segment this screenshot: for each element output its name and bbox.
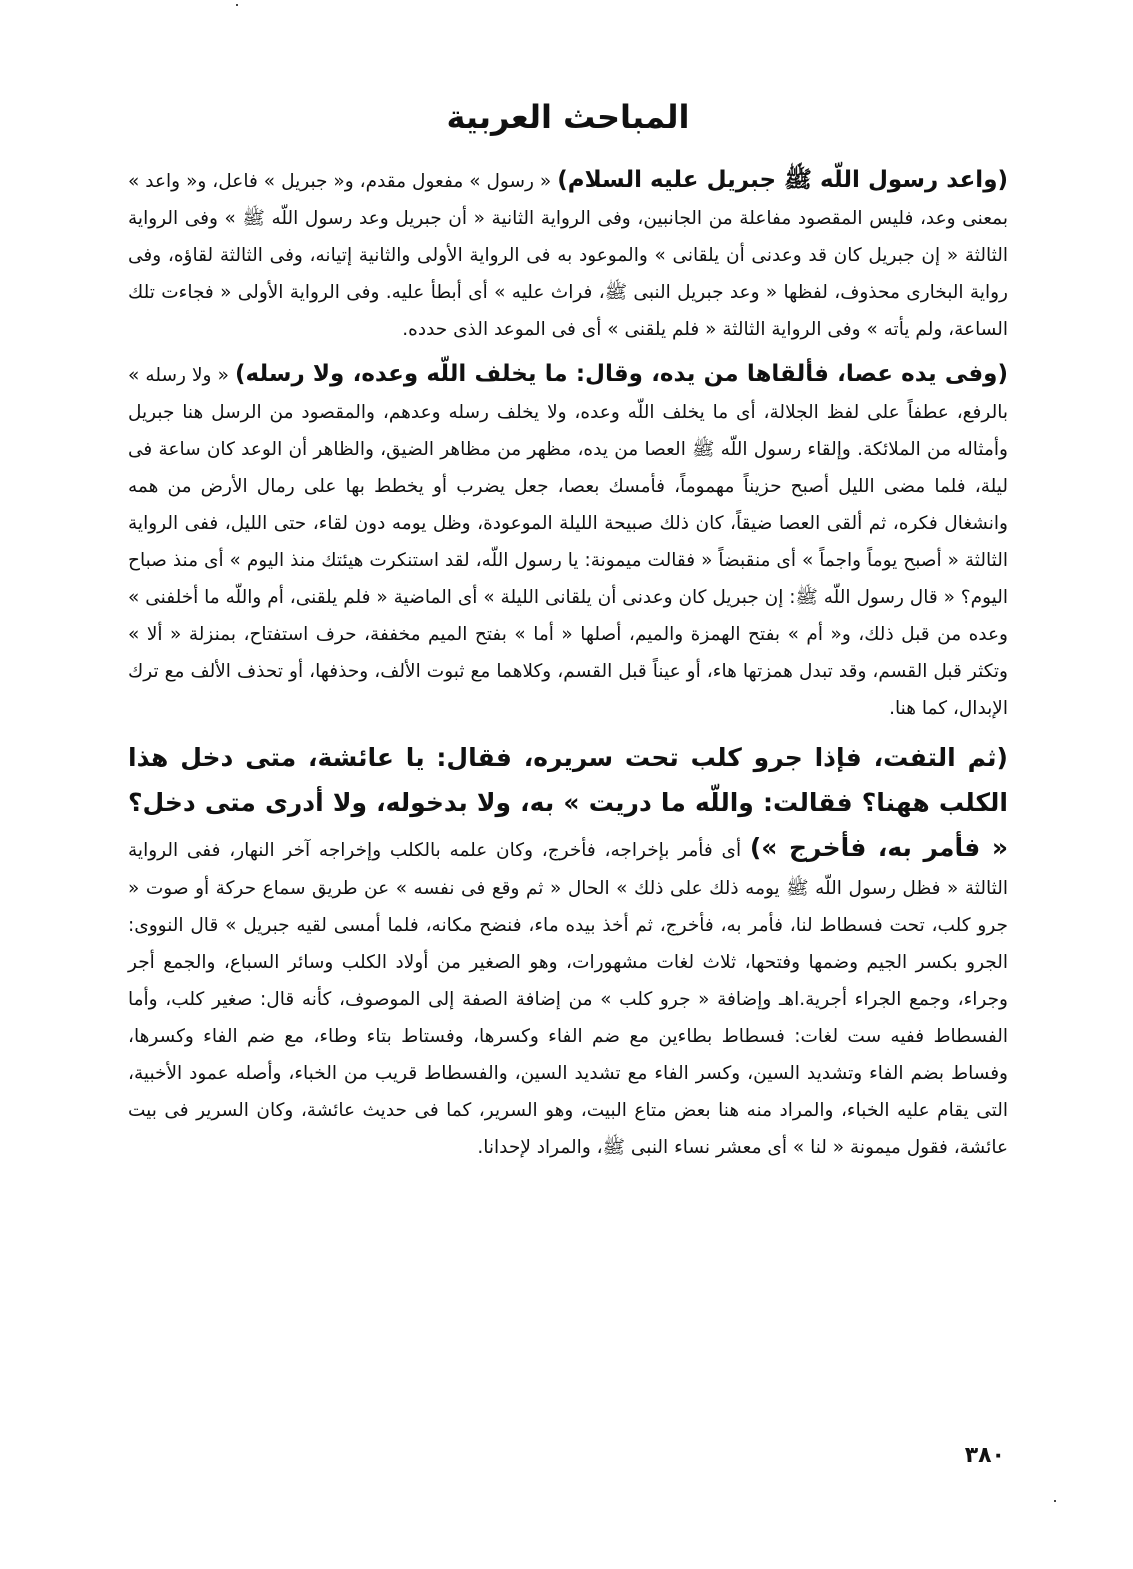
page-number: ٣٨٠ <box>964 1443 1005 1468</box>
scan-mark <box>236 4 238 6</box>
paragraph-lead: (وفى يده عصا، فألقاها من يده، وقال: ما يخلف اللّه وعده، ولا رسله) <box>235 360 1008 387</box>
paragraph-body: أى فأمر بإخراجه، فأخرج، وكان علمه بالكلب وإخراجه آخر النهار، ففى الرواية الثالثة « فظل رسول اللّه ﷺ يومه ذلك على ذلك » الحال « ثم وقع فى نفسه » عن طريق سماع حركة أو صوت « جرو كلب، تحت فسطاط لنا، فأمر به، فأخرج، ثم أخذ بيده ماء، فنضح مكانه، فلما أمسى لقيه جبريل » قال النووى: الجرو بكسر الجيم وضمها وفتحها، ثلاث لغات مشهورات، وهو الصغير من أولاد الكلب وسائر السباع، والجمع أجر وجراء، وجمع الجراء أجرية.اهـ وإضافة « جرو كلب » من إضافة الصفة إلى الموصوف، كأنه قال: صغير كلب، وأما الفسطاط ففيه ست لغات: فسطاط بطاءين مع ضم الفاء وكسرها، وفستاط بتاء وطاء، مع ضم الفاء وكسرها، وفساط بضم الفاء وتشديد السين، وكسر الفاء مع تشديد السين، والفسطاط قريب من الخباء، وأصله عمود الأخبية، التى يقام عليه الخباء، والمراد منه هنا بعض متاع البيت، وهو السرير، كما فى حديث عائشة، وكان السرير فى بيت عائشة، فقول ميمونة « لنا » أى معشر نساء النبى ﷺ، والمراد لإحدانا. <box>128 839 1008 1158</box>
scan-mark <box>1054 1500 1056 1502</box>
page-title: المباحث العربية <box>446 98 690 136</box>
paragraph-lead: (ثم التفت، فإذا جرو كلب تحت سريره، فقال: يا عائشة، متى دخل هذا الكلب ههنا؟ فقالت: واللّه ما دريت » به، ولا بدخوله، ولا أدرى متى دخل؟ « فأمر به، فأخرج ») <box>128 742 1009 862</box>
paragraph-body: « رسول » مفعول مقدم، و« جبريل » فاعل، و« واعد » بمعنى وعد، فليس المقصود مفاعلة من الجانبين، وفى الرواية الثانية « أن جبريل وعد رسول اللّه ﷺ » وفى الرواية الثالثة « إن جبريل كان قد وعدنى أن يلقانى » والموعود به فى الرواية الأولى والثانية إتيانه، وفى الثالثة لقاؤه، وفى رواية البخارى محذوف، لفظها « وعد جبريل النبى ﷺ، فراث عليه » أى أبطأ عليه. وفى الرواية الأولى « فجاءت تلك الساعة، ولم يأته » وفى الرواية الثالثة « فلم يلقنى » أى فى الموعد الذى حدده. <box>128 170 1008 340</box>
paragraph-body: « ولا رسله » بالرفع، عطفاً على لفظ الجلالة، أى ما يخلف اللّه وعده، ولا يخلف رسله وعدهم، والمقصود من الرسل هنا جبريل وأمثاله من الملائكة. وإلقاء رسول اللّه ﷺ العصا من يده، مظهر من مظاهر الضيق، والظاهر أن الوعد كان ساعة فى ليلة، فلما مضى الليل أصبح حزيناً مهموماً، فأمسك بعصا، جعل يضرب أو يخطط بها على رمال الأرض من همه وانشغال فكره، ثم ألقى العصا ضيقاً، كان ذلك صبيحة الليلة الموعودة، وظل يومه دون لقاء، حتى الليل، ففى الرواية الثالثة « أصبح يوماً واجماً » أى منقبضاً « فقالت ميمونة: يا رسول اللّه، لقد استنكرت هيئتك منذ اليوم » أى منذ صباح اليوم؟ « قال رسول اللّه ﷺ: إن جبريل كان وعدنى أن يلقانى الليلة » أى الماضية « فلم يلقنى، أم واللّه ما أخلفنى » وعده من قبل ذلك، و« أم » بفتح الهمزة والميم، أصلها « أما » بفتح الميم مخففة، حرف استفتاح، بمنزلة « ألا » وتكثر قبل القسم، وقد تبدل همزتها هاء، أو عيناً قبل القسم، وكلاهما مع ثبوت الألف، وحذفها، أو تحذف الألف مع ترك الإبدال، كما هنا. <box>128 364 1008 719</box>
paragraph <box>128 356 1008 727</box>
document-page <box>128 95 1008 1166</box>
paragraph <box>128 162 1008 348</box>
paragraph <box>128 735 1008 1166</box>
paragraph-lead: (واعد رسول اللّه ﷺ جبريل عليه السلام) <box>557 166 1008 193</box>
